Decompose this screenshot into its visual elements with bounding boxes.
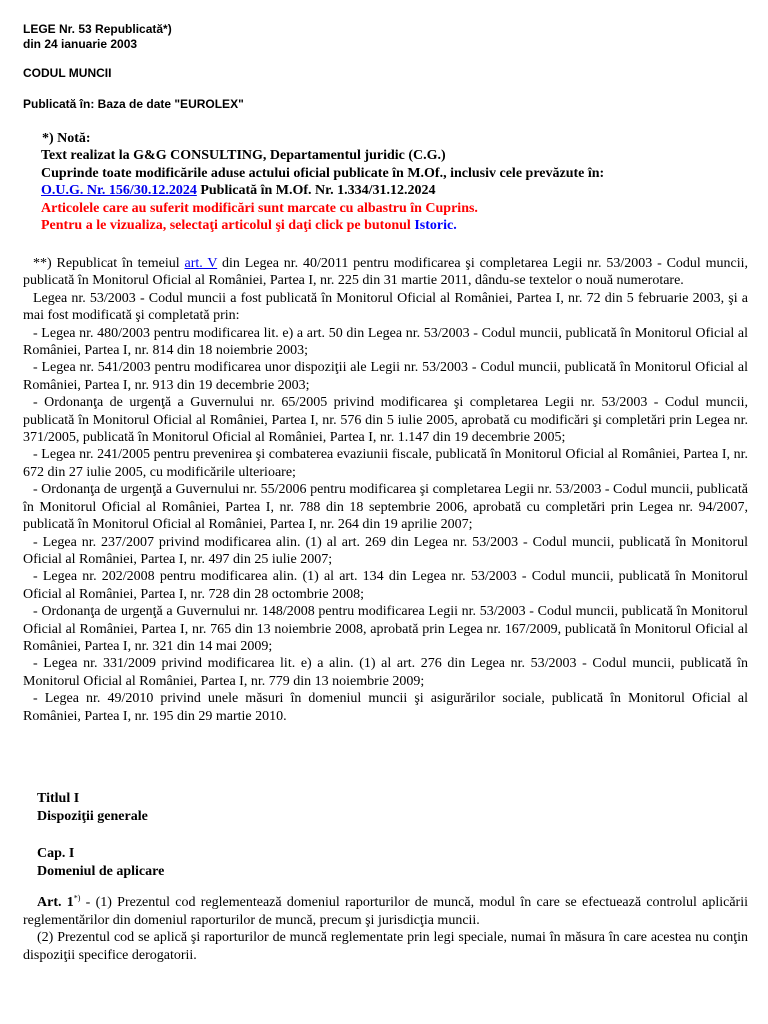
article-footnote-mark: *) (73, 893, 81, 903)
amendment-paragraph: Legea nr. 53/2003 - Codul muncii a fost publicată în Monitorul Oficial al României, Partea I, nr. 72 din 5 februarie 2003, şi a mai fost modificată şi completată prin: (23, 290, 748, 324)
title-label: Titlul I (37, 791, 80, 806)
amendment-paragraph: - Legea nr. 541/2003 pentru modificarea unor dispoziţii ale Legii nr. 53/2003 - Codul muncii, publicată în Monitorul Oficial al României, Partea I, nr. 913 din 19 decembrie 2003; (23, 360, 748, 393)
republication-text-start: **) Republicat în temeiul (33, 256, 185, 271)
chapter-name: Domeniul de aplicare (37, 864, 165, 879)
amendment-paragraph: - Ordonanţa de urgenţă a Guvernului nr. 148/2008 pentru modificarea Legii nr. 53/2003 - Codul muncii, publicată în Monitorul Oficial al României, Partea I, nr. 765 din 13 noiembrie 2008, aprobată prin Legea nr. 167/2009, publicată în Monitorul Oficial al României, Partea I, nr. 321 din 14 mai 2009; (23, 604, 748, 654)
article-1-paragraph-2: (2) Prezentul cod se aplică şi raporturilor de muncă reglementate prin legi speciale, numai în măsura în care acestea nu conţin dispoziţii specifice derogatorii. (23, 930, 748, 963)
article-1 (23, 894, 748, 964)
note-red-line-2-row (41, 217, 604, 234)
istoric-button-label[interactable]: Istoric. (414, 218, 457, 234)
chapter-heading (37, 845, 164, 881)
amendment-paragraph: - Legea nr. 331/2009 privind modificarea lit. e) a alin. (1) al art. 276 din Legea nr. 53/2003 - Codul muncii, publicată în Monitorul Oficial al României, Partea I, nr. 779 din 13 noiembrie 2009; (23, 656, 748, 689)
amendment-paragraph: - Ordonanţa de urgenţă a Guvernului nr. 65/2005 privind modificarea şi completarea Legii nr. 53/2003 - Codul muncii, publicată în Monitorul Oficial al României, Partea I, nr. 576 din 5 iulie 2005, aprobată cu modificări şi completări prin Legea nr. 371/2005, publicată în Monitorul Oficial al României, Partea I, nr. 1.147 din 19 decembrie 2005; (23, 395, 748, 446)
code-name: CODUL MUNCII (23, 66, 112, 80)
amendment-paragraph: - Legea nr. 49/2010 privind unele măsuri în domeniul muncii şi asigurărilor sociale, publicată în Monitorul Oficial al României, Partea I, nr. 195 din 29 martie 2010. (23, 691, 748, 724)
art-v-link[interactable]: art. V (184, 256, 218, 271)
note-title: *) Notă: (42, 131, 91, 146)
published-in: Publicată în: Baza de date "EUROLEX" (23, 97, 244, 111)
amendment-paragraph: - Legea nr. 241/2005 pentru prevenirea şi combaterea evaziunii fiscale, publicată în Monitorul Oficial al României, Partea I, nr. 672 din 27 iulie 2005, cu modificările ulterioare; (23, 447, 748, 480)
republication-paragraph (23, 255, 748, 290)
title-name: Dispoziţii generale (37, 809, 148, 824)
oug-publication: Publicată în M.Of. Nr. 1.334/31.12.2024 (196, 183, 436, 199)
amendment-paragraph: - Legea nr. 237/2007 privind modificarea alin. (1) al art. 269 din Legea nr. 53/2003 - Codul muncii, publicată în Monitorul Oficial al României, Partea I, nr. 497 din 25 iulie 2007; (23, 534, 748, 567)
article-1-text: - (1) Prezentul cod reglementează domeniul raporturilor de muncă, modul în care se efectuează controlul aplicării reglementărilor din domeniul raporturilor de muncă, precum şi jurisdicţia muncii. (23, 895, 748, 928)
oug-link[interactable]: O.U.G. Nr. 156/30.12.2024 (41, 183, 197, 199)
note-line-consulting: Text realizat la G&G CONSULTING, Departamentul juridic (C.G.) (41, 148, 446, 164)
amendment-paragraph: - Legea nr. 480/2003 pentru modificarea lit. e) a art. 50 din Legea nr. 53/2003 - Codul muncii, publicată în Monitorul Oficial al României, Partea I, nr. 814 din 18 noiembrie 2003; (23, 325, 748, 359)
note-line-modifications: Cuprinde toate modificările aduse actului oficial publicate în M.Of., inclusiv cele prevăzute în: (41, 165, 605, 181)
note-red-line-1: Articolele care au suferit modificări sunt marcate cu albastru în Cuprins. (41, 200, 478, 216)
law-title: LEGE Nr. 53 Republicată*) (23, 22, 172, 36)
article-label: Art. 1 (37, 895, 74, 910)
article-1-paragraph-1 (23, 894, 748, 929)
title-heading (37, 790, 148, 826)
editor-note (41, 130, 604, 234)
amendment-paragraph: - Ordonanţa de urgenţă a Guvernului nr. 55/2006 pentru modificarea şi completarea Legii nr. 53/2003 - Codul muncii, publicată în Monitorul Oficial al României, Partea I, nr. 788 din 18 septembrie 2006, aprobată cu completări prin Legea nr. 94/2007, publicată în Monitorul Oficial al României, Partea I, nr. 264 din 19 aprilie 2007; (23, 482, 748, 533)
amendment-paragraph: - Legea nr. 202/2008 pentru modificarea alin. (1) al art. 134 din Legea nr. 53/2003 - Codul muncii, publicată în Monitorul Oficial al României, Partea I, nr. 728 din 28 octombrie 2008; (23, 569, 748, 602)
note-red-line-2: Pentru a le vizualiza, selectaţi articolul şi daţi click pe butonul (41, 218, 415, 234)
republication-text-end: din Legea nr. 40/2011 pentru modificarea şi completarea Legii nr. 53/2003 - Codul muncii, publicată în Monitorul Oficial al României, Partea I, nr. 225 din 31 martie 2011, dându-se textelor o nouă numerotare. (23, 256, 749, 289)
law-date: din 24 ianuarie 2003 (23, 37, 138, 51)
republication-body (23, 255, 748, 725)
note-line-oug (41, 182, 604, 199)
law-heading (23, 22, 172, 52)
chapter-label: Cap. I (37, 846, 75, 861)
